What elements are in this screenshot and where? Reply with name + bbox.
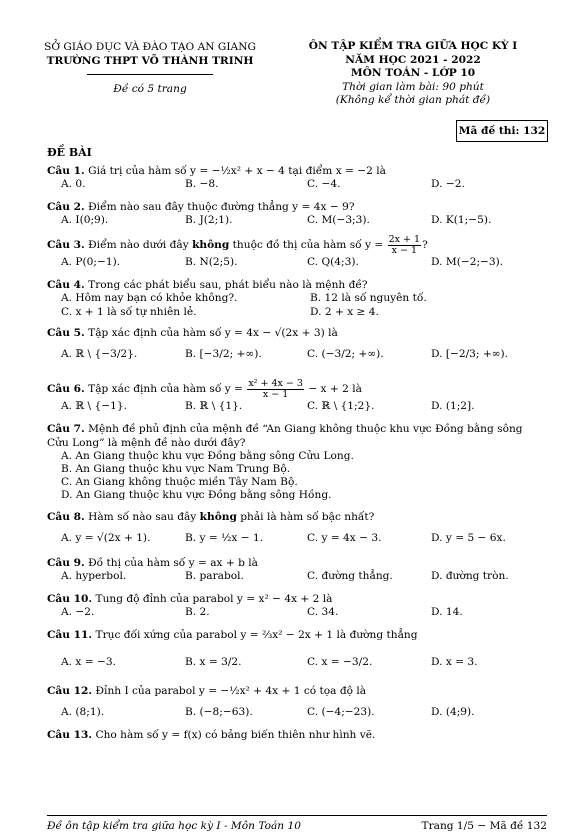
subject: MÔN TOÁN - LỚP 10	[350, 67, 476, 80]
question-label: Câu 8.	[47, 511, 85, 523]
question-label: Câu 7.	[47, 423, 85, 435]
exam-code: Mã đề thi: 132	[458, 125, 546, 137]
option-c: C. 34.	[307, 606, 339, 618]
option-d: D. 2 + x ≥ 4.	[310, 306, 379, 318]
question-3	[47, 234, 547, 270]
question-4	[47, 278, 547, 320]
option-a: A. x = −3.	[61, 656, 116, 668]
numerator: 2x + 1	[388, 233, 421, 245]
question-text: Điểm nào sau đây thuộc đường thẳng y = 4x − 9?	[88, 201, 355, 213]
question-label: Câu 9.	[47, 557, 85, 569]
option-d: D. (1;2].	[431, 400, 475, 412]
option-d: D. y = 5 − 6x.	[431, 532, 506, 544]
option-b: B. 12 là số nguyên tố.	[310, 292, 427, 304]
section-title: ĐỀ BÀI	[47, 146, 92, 159]
fraction	[247, 379, 304, 400]
option-d: D. M(−2;−3).	[431, 256, 504, 268]
exam-code-box	[456, 120, 548, 142]
numerator: x² + 4x − 3	[248, 377, 303, 389]
question-text: Tập xác định của hàm số y =	[88, 383, 243, 395]
option-a: A. ℝ \ {−3/2}.	[61, 348, 138, 360]
question-text-cont: − x + 2 là	[308, 383, 362, 395]
option-a: A. P(0;−1).	[61, 256, 121, 268]
question-13	[47, 728, 547, 744]
school-name: TRƯỜNG THPT VÕ THÀNH TRINH	[46, 55, 254, 67]
option-c: C. x = −3/2.	[307, 656, 373, 668]
school-year: NĂM HỌC 2021 - 2022	[345, 53, 481, 66]
question-label: Câu 13.	[47, 729, 93, 741]
header-divider	[87, 74, 213, 75]
option-c: C. M(−3;3).	[307, 214, 370, 226]
question-text-cont: thuộc đồ thị của hàm số y =	[232, 239, 384, 251]
option-d: D. K(1;−5).	[431, 214, 492, 226]
question-emphasis: không	[192, 239, 230, 251]
question-12	[47, 684, 547, 720]
option-c: C. −4.	[307, 178, 341, 190]
option-c: C. (−3/2; +∞).	[307, 348, 384, 360]
question-10	[47, 592, 547, 620]
option-a: A. −2.	[61, 606, 95, 618]
question-text: Mệnh đề phủ định của mệnh đề “An Giang không thuộc khu vực Đồng bằng sông Cửu Long” là mệnh đề nào dưới đây?	[47, 423, 523, 449]
question-label: Câu 11.	[47, 629, 93, 641]
question-label: Câu 6.	[47, 383, 85, 395]
question-1	[47, 164, 547, 192]
option-d: D. x = 3.	[431, 656, 478, 668]
option-b: B. −8.	[185, 178, 219, 190]
option-c: C. đường thẳng.	[307, 570, 393, 582]
option-b: B. parabol.	[185, 570, 244, 582]
option-a: A. ℝ \ {−1}.	[61, 400, 127, 412]
option-a: A. An Giang thuộc khu vực Đồng bằng sông Cửu Long.	[61, 450, 354, 462]
header-right	[282, 40, 544, 108]
fraction	[388, 235, 421, 256]
page-count: Đề có 5 trang	[113, 83, 187, 95]
header-left	[40, 40, 260, 96]
denominator: x − 1	[262, 388, 289, 400]
duration-note: (Không kể thời gian phát đề)	[335, 94, 491, 107]
exam-title: ÔN TẬP KIỂM TRA GIỮA HỌC KỲ I	[308, 40, 518, 52]
option-d: D. An Giang thuộc khu vực Đồng bằng sông Hồng.	[61, 489, 332, 501]
question-label: Câu 1.	[47, 165, 85, 177]
option-b: B. (−8;−63).	[185, 706, 253, 718]
option-d: D. 14.	[431, 606, 463, 618]
option-d: D. −2.	[431, 178, 465, 190]
option-b: B. ℝ \ {1}.	[185, 400, 243, 412]
option-a: A. hyperbol.	[61, 570, 127, 582]
option-a: A. (8;1).	[61, 706, 105, 718]
option-b: B. [−3/2; +∞).	[185, 348, 262, 360]
duration: Thời gian làm bài: 90 phút	[342, 80, 484, 93]
question-text: Trong các phát biểu sau, phát biểu nào là mệnh đề?	[88, 279, 368, 291]
footer-title: Đề ôn tập kiểm tra giữa học kỳ I - Môn Toán 10	[47, 820, 301, 832]
option-a: A. y = √(2x + 1).	[61, 532, 151, 544]
question-11	[47, 628, 547, 670]
option-b: B. 2.	[185, 606, 210, 618]
option-b: B. N(2;5).	[185, 256, 238, 268]
question-label: Câu 4.	[47, 279, 85, 291]
question-label: Câu 12.	[47, 685, 93, 697]
question-5	[47, 326, 547, 370]
footer-page-number: Trang 1/5 − Mã đề 132	[421, 820, 547, 832]
option-c: C. y = 4x − 3.	[307, 532, 382, 544]
question-text: Tập xác định của hàm số y = 4x − √(2x + 3) là	[88, 327, 338, 339]
option-a: A. Hôm nay bạn có khỏe không?.	[61, 292, 238, 304]
question-emphasis: không	[199, 511, 237, 523]
question-text: Hàm số nào sau đây	[88, 511, 197, 523]
option-d: D. (4;9).	[431, 706, 475, 718]
question-2	[47, 200, 547, 228]
question-7	[47, 422, 547, 504]
question-6	[47, 378, 547, 414]
footer-divider	[47, 815, 547, 816]
option-c: C. (−4;−23).	[307, 706, 375, 718]
option-c: C. Q(4;3).	[307, 256, 359, 268]
option-b: B. y = ½x − 1.	[185, 532, 264, 544]
questions	[47, 160, 547, 744]
option-d: D. [−2/3; +∞).	[431, 348, 509, 360]
option-a: A. I(0;9).	[61, 214, 109, 226]
question-label: Câu 2.	[47, 201, 85, 213]
denominator: x − 1	[391, 244, 418, 256]
question-9	[47, 556, 547, 584]
department-name: SỞ GIÁO DỤC VÀ ĐÀO TẠO AN GIANG	[44, 41, 256, 53]
question-8	[47, 510, 547, 548]
option-b: B. J(2;1).	[185, 214, 233, 226]
question-label: Câu 10.	[47, 593, 93, 605]
option-b: B. x = 3/2.	[185, 656, 242, 668]
option-c: C. x + 1 là số tự nhiên lẻ.	[61, 306, 197, 318]
option-c: C. ℝ \ {1;2}.	[307, 400, 375, 412]
question-text: Trục đối xứng của parabol y = ⅔x² − 2x + 1 là đường thẳng	[95, 629, 418, 641]
question-text: Giá trị của hàm số y = −½x² + x − 4 tại điểm x = −2 là	[88, 165, 386, 177]
question-text: Đồ thị của hàm số y = ax + b là	[88, 557, 258, 569]
question-text: Tung độ đỉnh của parabol y = x² − 4x + 2 là	[95, 593, 333, 605]
question-label: Câu 3.	[47, 239, 85, 251]
option-c: C. An Giang không thuộc miền Tây Nam Bộ.	[61, 476, 298, 488]
question-label: Câu 5.	[47, 327, 85, 339]
question-text: Cho hàm số y = f(x) có bảng biến thiên như hình vẽ.	[95, 729, 376, 741]
option-b: B. An Giang thuộc khu vực Nam Trung Bộ.	[61, 463, 291, 475]
option-a: A. 0.	[61, 178, 86, 190]
question-mark: ?	[422, 239, 428, 251]
option-d: D. đường tròn.	[431, 570, 509, 582]
question-text: Đỉnh I của parabol y = −½x² + 4x + 1 có tọa độ là	[95, 685, 367, 697]
question-text-cont: phải là hàm số bậc nhất?	[240, 511, 375, 523]
question-text: Điểm nào dưới đây	[88, 239, 189, 251]
